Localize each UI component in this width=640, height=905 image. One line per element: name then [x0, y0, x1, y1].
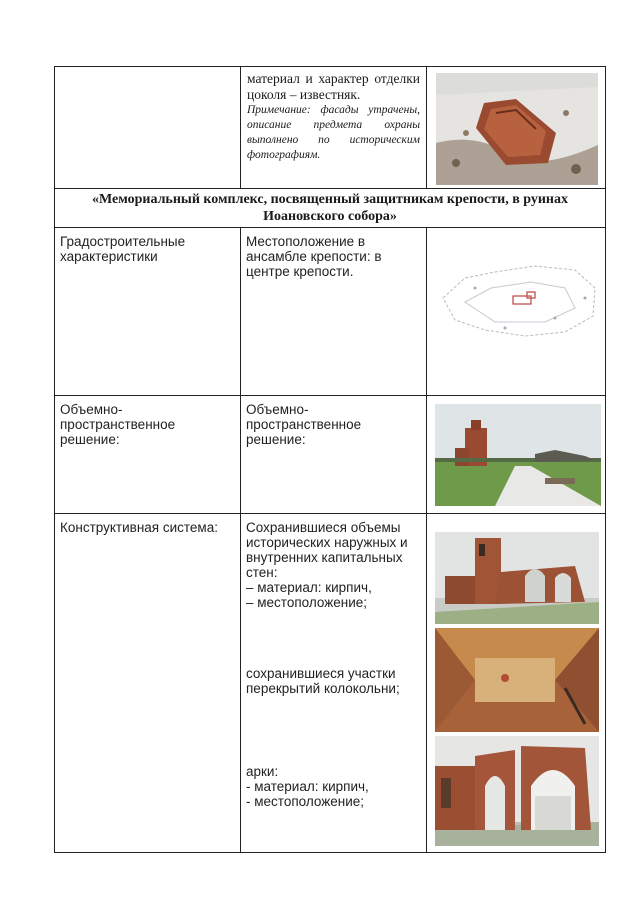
- row-label: Объемно-пространственное решение:: [60, 402, 176, 447]
- table-row: [55, 67, 606, 189]
- finish-description: материал и характер отделки цоколя – известняк.: [247, 71, 420, 102]
- walls-text: Сохранившиеся объемы исторических наружных и внутренних капитальных стен:: [246, 520, 408, 580]
- location-text: – местоположение;: [246, 595, 368, 610]
- photo-brick-arches-icon: [435, 736, 599, 846]
- arches-text: арки:: [246, 764, 279, 779]
- row-label: Градостроительные характеристики: [60, 234, 186, 264]
- section-heading: «Мемориальный комплекс, посвященный защитникам крепости, в руинах Иоановского собора»: [92, 192, 568, 224]
- site-plan-map-icon: [435, 258, 601, 342]
- table-row: [55, 396, 606, 514]
- note-text: Примечание: фасады утрачены, описание предмета охраны выполнено по историческим фотографиям.: [247, 104, 420, 161]
- table-row: [55, 514, 606, 853]
- section-heading-cell: [55, 189, 606, 228]
- photo-cell: [427, 67, 606, 189]
- protection-subject-table: [54, 66, 606, 853]
- photo-brick-walls-icon: [435, 532, 599, 624]
- label-cell: [55, 228, 241, 396]
- table-row: [55, 228, 606, 396]
- empty-cell: [55, 67, 241, 189]
- photo-memorial-complex-icon: [435, 404, 601, 506]
- table-row: [55, 189, 606, 228]
- material-text: – материал: кирпич,: [246, 580, 372, 595]
- photo-cell: [427, 514, 606, 853]
- row-text: Объемно-пространственное решение:: [246, 402, 362, 447]
- photo-fallen-stone-icon: [436, 73, 598, 185]
- description-cell: [241, 514, 427, 853]
- description-cell: [241, 396, 427, 514]
- photo-cell: [427, 396, 606, 514]
- photo-cell: [427, 228, 606, 396]
- ceilings-text: сохранившиеся участки перекрытий колокольни;: [246, 666, 400, 696]
- arches-material-text: - материал: кирпич,: [246, 779, 369, 794]
- label-cell: [55, 514, 241, 853]
- arches-location-text: - местоположение;: [246, 794, 365, 809]
- description-cell: [241, 228, 427, 396]
- description-cell: [241, 67, 427, 189]
- row-label: Конструктивная система:: [60, 520, 218, 535]
- label-cell: [55, 396, 241, 514]
- photo-belltower-ceiling-icon: [435, 628, 599, 732]
- row-text: Местоположение в ансамбле крепости: в центре крепости.: [246, 234, 382, 279]
